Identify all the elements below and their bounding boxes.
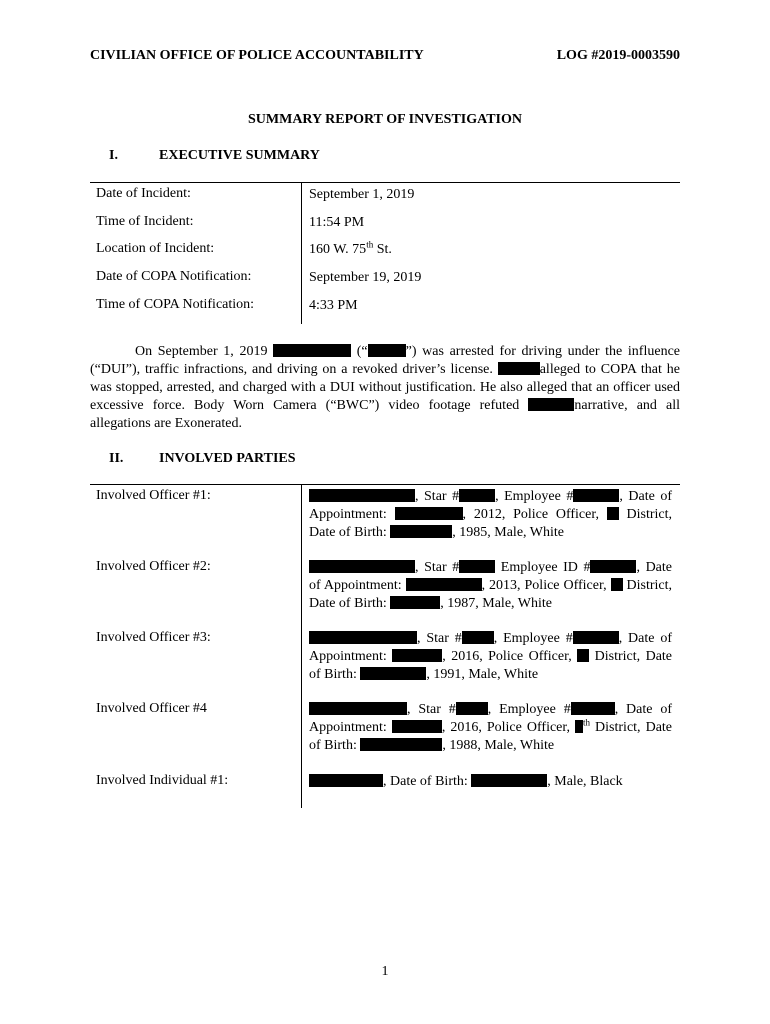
party-text: , Employee # bbox=[493, 631, 573, 646]
party-text: District, Date of Birth: bbox=[309, 720, 673, 753]
redaction-bar bbox=[573, 489, 619, 502]
party-text: District, Date of Birth: bbox=[309, 507, 672, 540]
party-text: , Star # bbox=[415, 560, 460, 575]
redaction-bar bbox=[456, 702, 488, 715]
redaction-bar bbox=[390, 525, 452, 538]
redaction-bar bbox=[309, 631, 417, 644]
row-label: Date of COPA Notification: bbox=[96, 269, 252, 284]
party-text: , Star # bbox=[417, 631, 462, 646]
location-ordinal-suffix: th bbox=[366, 239, 374, 250]
party-text: , Employee # bbox=[495, 489, 574, 504]
section-title: INVOLVED PARTIES bbox=[159, 451, 296, 466]
party-text: , Date of Birth: bbox=[383, 774, 472, 789]
redaction-bar bbox=[607, 507, 619, 520]
paragraph-text: ”) was arrested for driving under the influence (“DUI”), traffic infractions, and driving on a revoked driver’s license. bbox=[90, 344, 680, 377]
party-text: , Date of Appointment: bbox=[309, 489, 672, 522]
row-label: Involved Officer #2: bbox=[96, 559, 211, 574]
redaction-bar bbox=[273, 344, 351, 357]
row-value bbox=[309, 488, 672, 542]
section-involved-parties-heading bbox=[109, 451, 296, 467]
row-value: 4:33 PM bbox=[309, 298, 358, 313]
party-text: , 2016, Police Officer, bbox=[441, 720, 576, 735]
party-text: District, Date of Birth: bbox=[309, 649, 673, 682]
table-divider bbox=[301, 182, 302, 324]
redaction-bar bbox=[577, 649, 589, 662]
redaction-bar bbox=[390, 596, 440, 609]
section-number: I. bbox=[109, 148, 118, 163]
location-street-number: 160 W. 75 bbox=[309, 242, 367, 257]
redaction-bar bbox=[462, 631, 494, 644]
party-text: , Date of Appointment: bbox=[309, 702, 672, 735]
row-value bbox=[309, 630, 672, 684]
redaction-bar bbox=[459, 560, 495, 573]
table-rule bbox=[90, 182, 680, 183]
row-label: Involved Officer #4 bbox=[96, 701, 207, 716]
report-title: SUMMARY REPORT OF INVESTIGATION bbox=[248, 112, 522, 127]
row-label: Involved Individual #1: bbox=[96, 773, 229, 788]
party-text: District, Date of Birth: bbox=[309, 578, 673, 611]
row-value: September 1, 2019 bbox=[309, 187, 415, 202]
row-value: September 19, 2019 bbox=[309, 270, 422, 285]
redaction-bar bbox=[309, 774, 383, 787]
redaction-bar bbox=[395, 507, 463, 520]
row-label: Involved Officer #3: bbox=[96, 630, 211, 645]
redaction-bar bbox=[611, 578, 623, 591]
redaction-bar bbox=[459, 489, 495, 502]
header-log-number: LOG #2019-0003590 bbox=[556, 48, 680, 63]
redaction-bar bbox=[406, 578, 482, 591]
ordinal-suffix: th bbox=[583, 717, 591, 728]
paragraph-text: (“ bbox=[351, 344, 368, 359]
row-label: Involved Officer #1: bbox=[96, 488, 211, 503]
redaction-bar bbox=[471, 774, 547, 787]
redaction-bar bbox=[498, 362, 540, 375]
party-text: , 1991, Male, White bbox=[426, 667, 539, 682]
row-label: Date of Incident: bbox=[96, 186, 191, 201]
redaction-bar bbox=[309, 702, 407, 715]
redaction-bar bbox=[368, 344, 406, 357]
party-text: , Date of Appointment: bbox=[309, 560, 672, 593]
party-text: , 1985, Male, White bbox=[452, 525, 564, 540]
row-label: Location of Incident: bbox=[96, 241, 215, 256]
party-text: , 1987, Male, White bbox=[440, 596, 552, 611]
row-label: Time of COPA Notification: bbox=[96, 297, 255, 312]
party-text: , 1988, Male, White bbox=[442, 738, 555, 753]
party-text: Employee ID # bbox=[495, 560, 591, 575]
row-value bbox=[309, 559, 672, 613]
paragraph-text: narrative, and all allegations are Exonerated. bbox=[90, 398, 680, 431]
party-text: , 2016, Police Officer, bbox=[442, 649, 578, 664]
location-street-suffix: St. bbox=[373, 242, 392, 257]
row-value bbox=[309, 241, 672, 259]
section-title: EXECUTIVE SUMMARY bbox=[159, 148, 320, 163]
executive-summary-paragraph bbox=[90, 343, 680, 433]
party-text: , Male, Black bbox=[547, 774, 623, 789]
redaction-bar bbox=[590, 560, 636, 573]
header-org: CIVILIAN OFFICE OF POLICE ACCOUNTABILITY bbox=[90, 48, 424, 63]
party-text: , 2013, Police Officer, bbox=[481, 578, 611, 593]
redaction-bar bbox=[309, 560, 415, 573]
party-text: , Employee # bbox=[487, 702, 571, 717]
redaction-bar bbox=[360, 738, 442, 751]
row-value bbox=[309, 773, 672, 791]
section-executive-summary-heading bbox=[109, 148, 320, 164]
party-text: , 2012, Police Officer, bbox=[462, 507, 607, 522]
row-label: Time of Incident: bbox=[96, 214, 194, 229]
table-rule bbox=[90, 484, 680, 485]
redaction-bar bbox=[309, 489, 415, 502]
redaction-bar bbox=[571, 702, 615, 715]
paragraph-text: alleged to COPA that he was stopped, arrested, and charged with a DUI without justification. He also alleged that an officer used excessive force. Body Worn Camera (“BWC”) video footage refuted bbox=[90, 362, 680, 413]
page-number: 1 bbox=[381, 964, 389, 979]
section-number: II. bbox=[109, 451, 124, 466]
party-text: , Star # bbox=[407, 702, 456, 717]
redaction-bar bbox=[528, 398, 574, 411]
redaction-bar bbox=[392, 720, 442, 733]
redaction-bar bbox=[392, 649, 442, 662]
redaction-bar bbox=[573, 631, 619, 644]
redaction-bar bbox=[575, 720, 583, 733]
row-value bbox=[309, 701, 672, 755]
redaction-bar bbox=[360, 667, 426, 680]
paragraph-text: On September 1, 2019 bbox=[135, 344, 274, 359]
table-divider bbox=[301, 484, 302, 808]
row-value: 11:54 PM bbox=[309, 215, 365, 230]
party-text: , Date of Appointment: bbox=[309, 631, 672, 664]
party-text: , Star # bbox=[415, 489, 460, 504]
